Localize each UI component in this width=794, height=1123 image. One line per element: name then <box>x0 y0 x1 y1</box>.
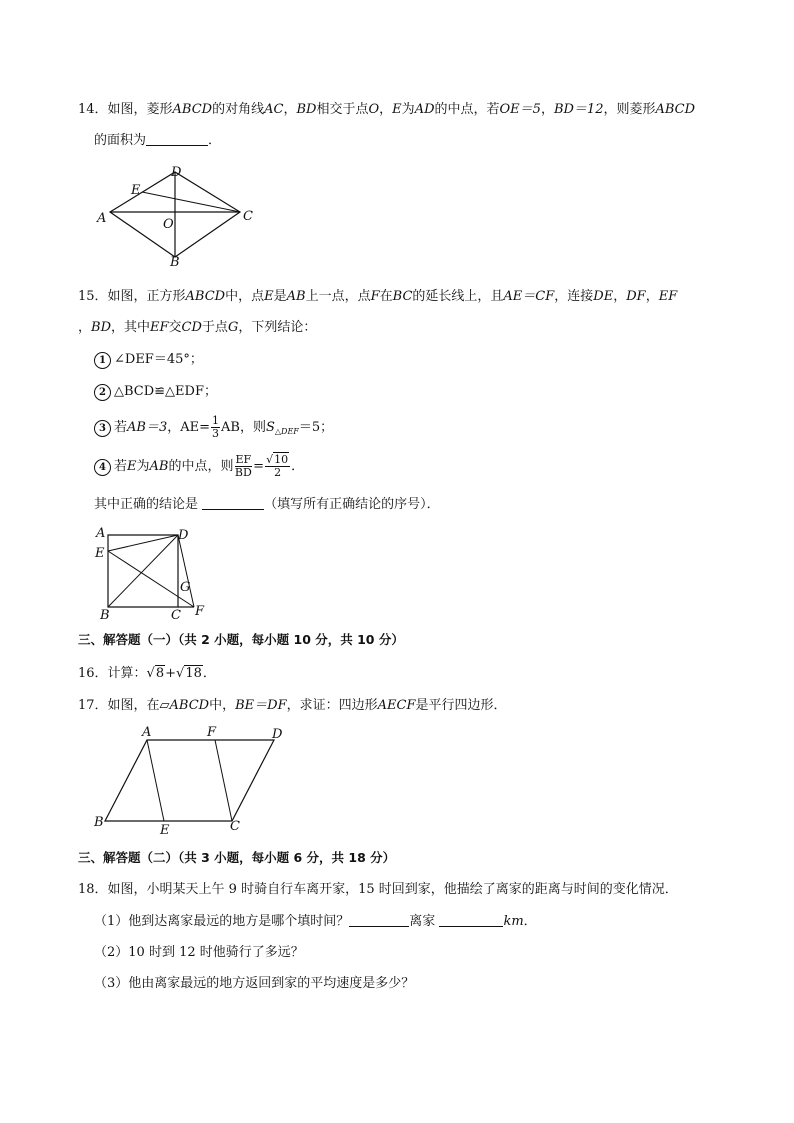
q18-part2: （2）10 时到 12 时他骑行了多远？ <box>94 945 304 960</box>
q15-line2: ，BD，其中EF交CD于点G，下列结论： <box>78 320 317 335</box>
q14-line2: 的面积为 ． <box>94 133 222 148</box>
q14-line1: 14．如图，菱形ABCD的对角线AC，BD相交于点O，E为AD的中点，若OE＝5，BD＝12，则菱形ABCD <box>78 102 696 117</box>
label-F: F <box>195 604 205 619</box>
section-heading-1: 三、解答题（一）（共 2 小题，每小题 10 分，共 10 分） <box>78 632 404 647</box>
q14-answer-blank[interactable] <box>146 131 208 146</box>
label-C: C <box>243 209 253 224</box>
q18-distance-blank[interactable] <box>439 912 503 927</box>
label-A: A <box>96 526 106 541</box>
label-G: G <box>180 580 191 595</box>
label-B: B <box>170 255 180 270</box>
circled-number-1: 1 <box>94 352 111 369</box>
square-figure <box>92 525 212 625</box>
label-D: D <box>171 165 182 180</box>
label-E: E <box>95 546 105 561</box>
section-heading-2: 三、解答题（二）（共 3 小题，每小题 6 分，共 18 分） <box>78 850 396 865</box>
q15-conclusion-3: 3 若AB＝3，AE= $\frac{1}{3}$ AB，则$S_{\triangle DEF}=5$； <box>94 414 333 446</box>
q15-answer-blank[interactable] <box>202 495 264 510</box>
label-A: A <box>142 725 152 740</box>
parallelogram-figure <box>92 722 302 842</box>
q15-conclusion-4: 4 若E为AB的中点，则 $\frac{EF}{BD}$ = $\frac{√10}{2}$ ． <box>94 452 304 482</box>
q18-part1: （1）他到达离家最远的地方是哪个填时间？ 离家 km． <box>94 914 537 929</box>
q15-line1: 15．如图，正方形ABCD中，点E是AB上一点，点F在BC的延长线上，且AE＝CF，连接DE，DF，EF <box>78 289 678 304</box>
circled-number-4: 4 <box>94 459 111 476</box>
label-D: D <box>272 727 283 742</box>
q16: 16．计算：√8+√18． <box>78 666 216 681</box>
label-B: B <box>100 608 110 623</box>
label-E: E <box>131 183 141 198</box>
rhombus-figure <box>95 162 265 272</box>
label-A: A <box>97 211 107 226</box>
fraction-ef-bd: $\frac{EF}{BD}$ <box>234 453 252 479</box>
label-B: B <box>94 815 104 830</box>
q17: 17．如图，在▱ABCD中，BE＝DF，求证：四边形AECF是平行四边形． <box>78 698 507 713</box>
label-O: O <box>163 217 174 232</box>
fraction-sqrt10-2: $\frac{√10}{2}$ <box>266 453 289 479</box>
q15-conclusion-2: 2 △BCD≌△EDF； <box>94 382 217 402</box>
q18: 18．如图，小明某天上午 9 时骑自行车离开家，15 时回到家，他描绘了离家的距离与时间的变化情况． <box>78 882 678 897</box>
q18-time-blank[interactable] <box>349 912 409 927</box>
label-C: C <box>171 608 181 623</box>
label-C: C <box>230 819 240 834</box>
circled-number-3: 3 <box>94 420 111 437</box>
q15-conclusion-1: 1 ∠DEF＝45°； <box>94 350 203 370</box>
q18-part3: （3）他由离家最远的地方返回到家的平均速度是多少？ <box>94 976 415 991</box>
label-E: E <box>160 823 170 838</box>
q15-conclusion-prompt: 其中正确的结论是 （填写所有正确结论的序号）． <box>94 497 440 512</box>
label-F: F <box>207 725 217 740</box>
label-D: D <box>178 528 189 543</box>
fraction-one-third: $\frac{1}{3}$ <box>212 414 220 440</box>
circled-number-2: 2 <box>94 384 111 401</box>
